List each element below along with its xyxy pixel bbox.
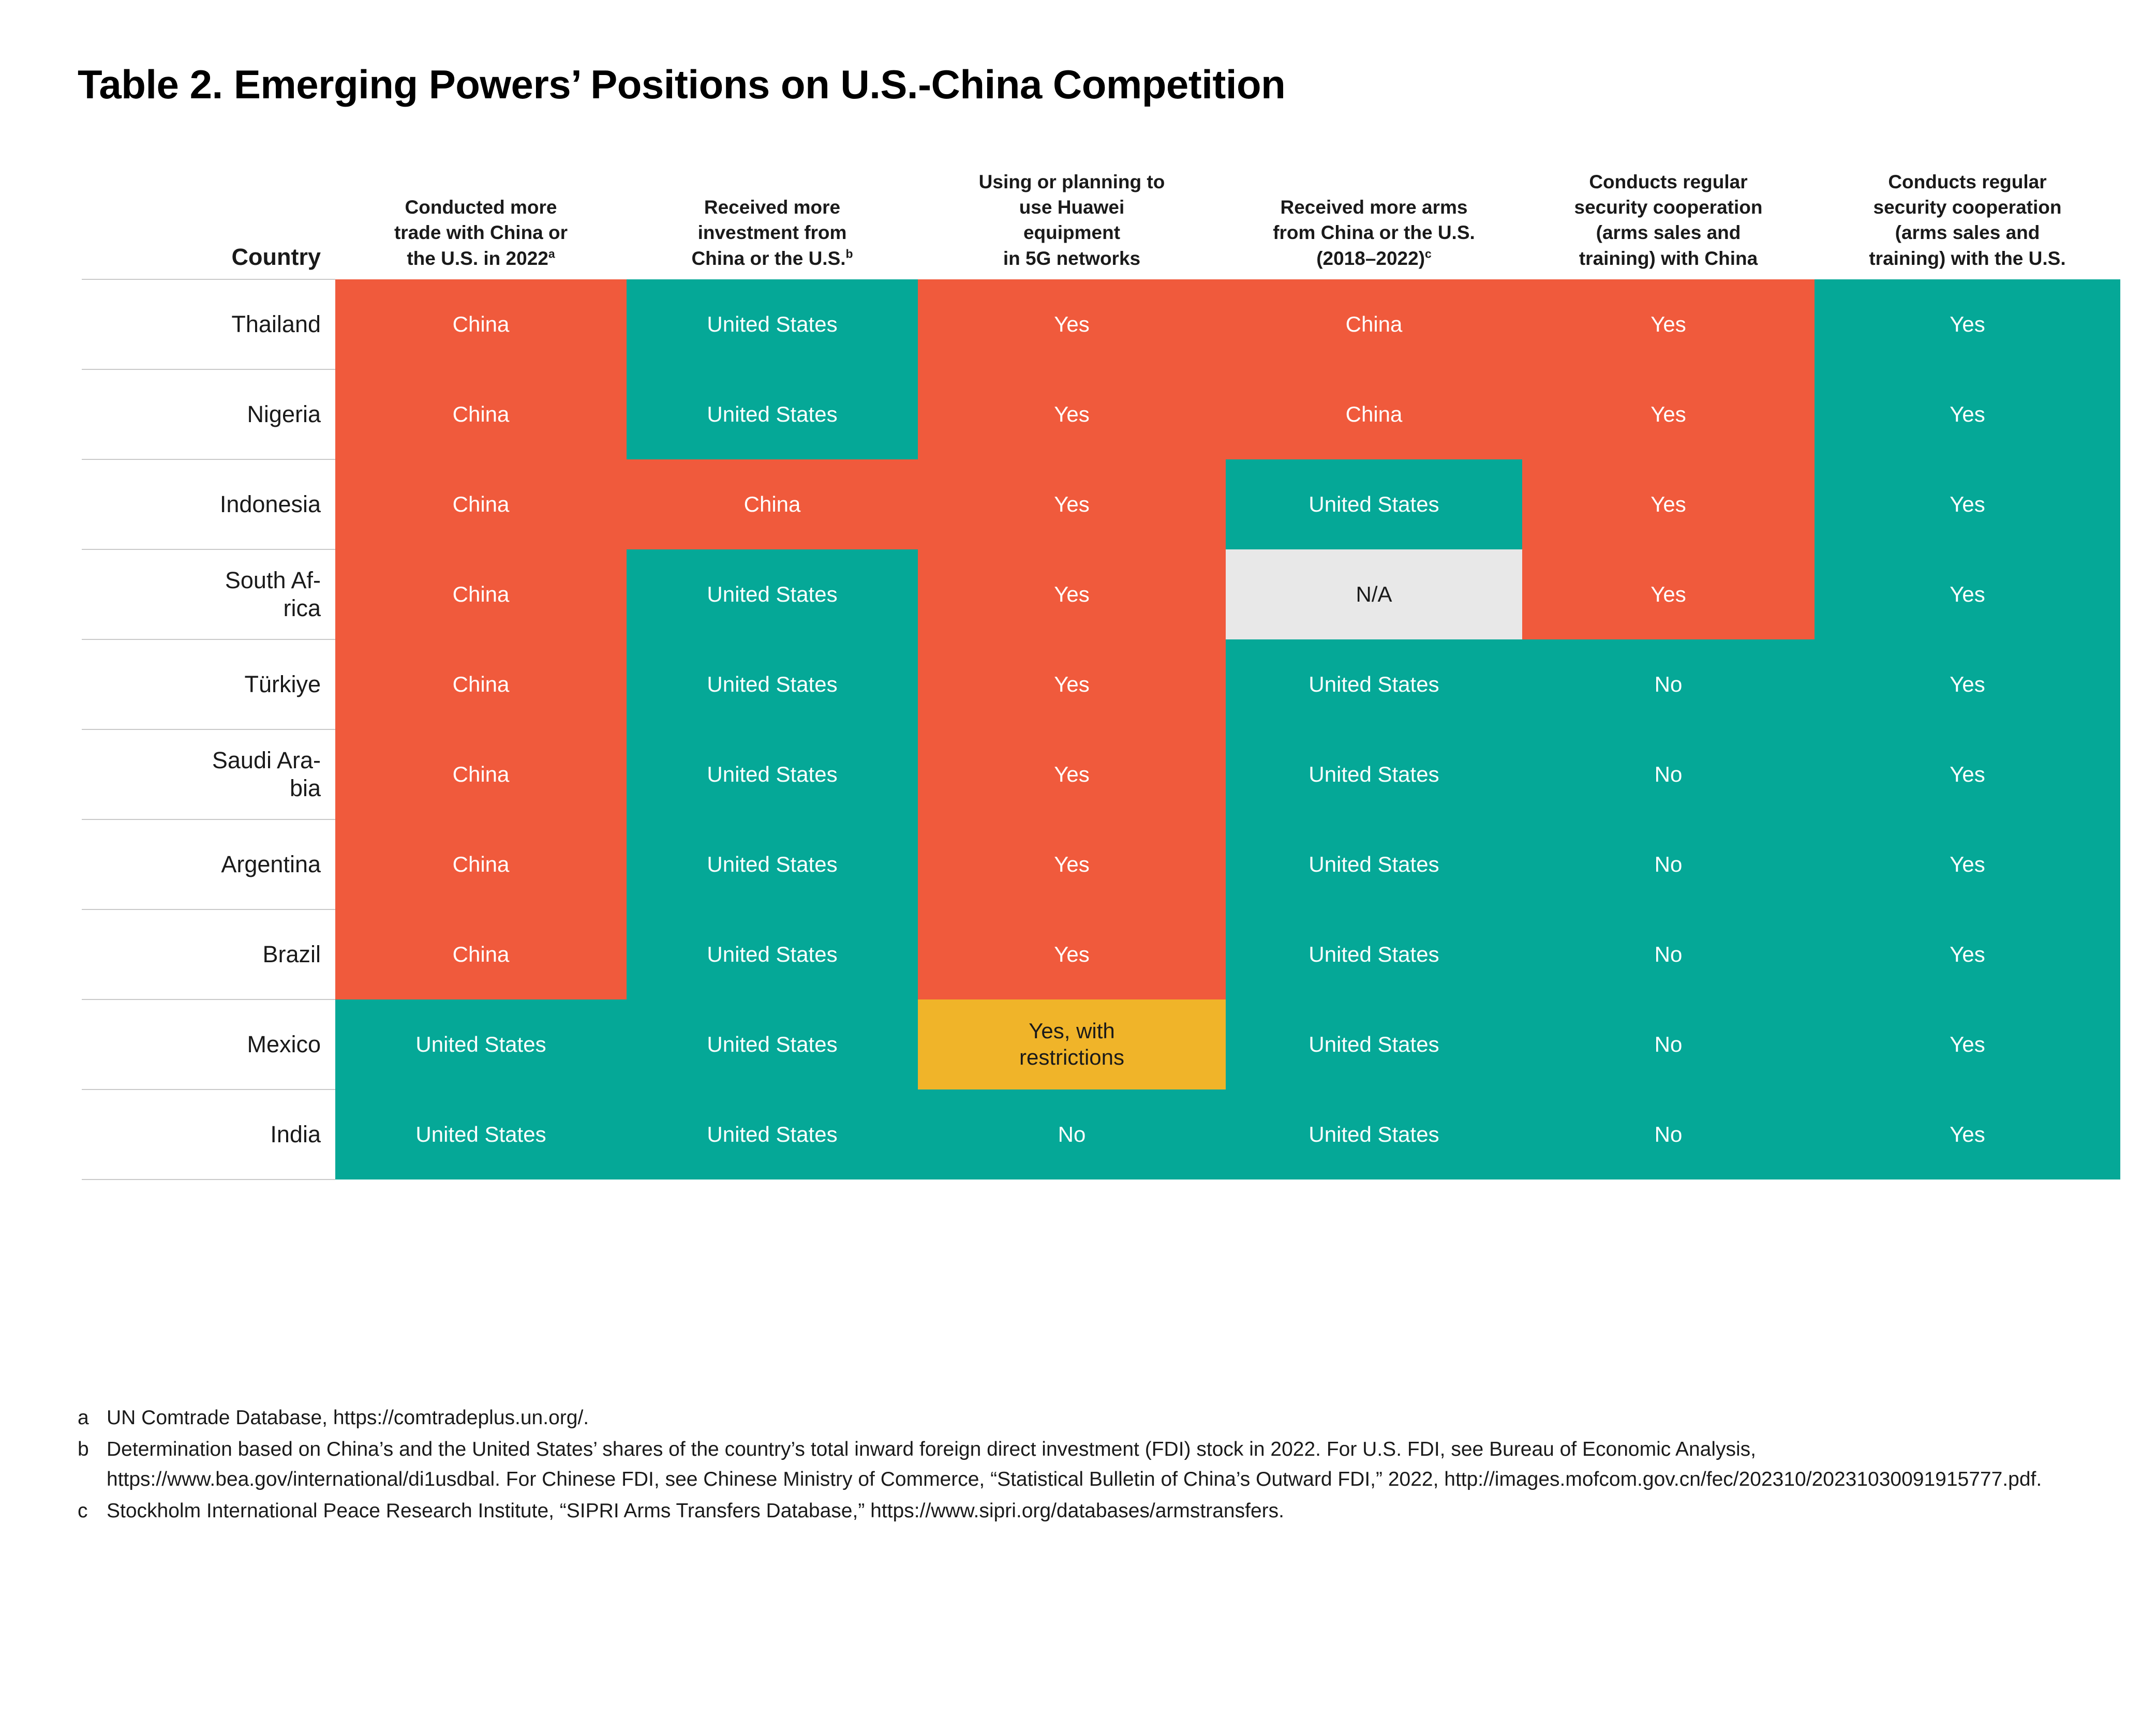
table-cell-arms: United States (1226, 1089, 1522, 1179)
table-cell-huawei: Yes (918, 729, 1226, 819)
column-header-coop-us-line1: Conducts regular (1888, 171, 2047, 192)
table-row (82, 729, 2120, 819)
table-cell-investment: United States (627, 639, 918, 729)
footnote-marker-a: a (548, 247, 555, 261)
column-header-investment-line2: investment from (697, 222, 847, 244)
table-cell-huawei: No (918, 1089, 1226, 1179)
footnotes (78, 1403, 2095, 1527)
table-cell-arms: China (1226, 369, 1522, 459)
table-cell-coop_china: Yes (1522, 279, 1815, 369)
column-header-coop-china-line3: (arms sales and (1596, 222, 1741, 244)
row-country-label: Thailand (82, 279, 335, 369)
column-header-arms-line3: (2018–2022) (1316, 247, 1425, 269)
footnote-marker: c (78, 1499, 88, 1522)
footnote-marker: a (78, 1407, 89, 1429)
column-header-coop-china-line1: Conducts regular (1589, 171, 1748, 192)
table-cell-investment: United States (627, 549, 918, 639)
table-cell-investment: United States (627, 279, 918, 369)
table-cell-investment: United States (627, 1089, 918, 1179)
table-cell-investment: China (627, 459, 918, 549)
table-cell-coop_china: Yes (1522, 369, 1815, 459)
column-header-coop-us (1815, 169, 2120, 279)
table-cell-coop_china: Yes (1522, 459, 1815, 549)
table-cell-arms: N/A (1226, 549, 1522, 639)
table-cell-investment: United States (627, 369, 918, 459)
column-header-huawei-line0: Using or planning to (978, 171, 1165, 192)
page-title: Table 2. Emerging Powers’ Positions on U.S.-China Competition (78, 62, 1286, 107)
table-cell-arms: United States (1226, 729, 1522, 819)
column-header-arms-line1: Received more arms (1280, 197, 1468, 218)
table-cell-investment: United States (627, 999, 918, 1089)
table-cell-huawei: Yes (918, 369, 1226, 459)
table-header (82, 169, 2120, 279)
column-header-investment-line1: Received more (704, 197, 841, 218)
table-cell-coop_us: Yes (1815, 819, 2120, 909)
row-country-label: India (82, 1089, 335, 1179)
table-body (82, 279, 2120, 1179)
row-country-label: South Af- rica (82, 549, 335, 639)
column-header-arms-line2: from China or the U.S. (1273, 222, 1475, 244)
table-row (82, 1089, 2120, 1179)
table-cell-huawei: Yes (918, 819, 1226, 909)
footnote (78, 1435, 2095, 1495)
column-header-coop-us-line4: training) with the U.S. (1869, 247, 2066, 269)
footnote-marker-c: c (1425, 247, 1432, 261)
table-row (82, 549, 2120, 639)
table-cell-trade: China (335, 729, 627, 819)
table-cell-coop_us: Yes (1815, 639, 2120, 729)
table-cell-coop_china: No (1522, 639, 1815, 729)
table-cell-trade: China (335, 279, 627, 369)
footnote-text: Stockholm International Peace Research Institute, “SIPRI Arms Transfers Database,” https://www.sipri.org/databases/armstransfers. (107, 1499, 1284, 1522)
column-header-huawei (918, 169, 1226, 279)
table-cell-trade: United States (335, 999, 627, 1089)
table-cell-coop_china: No (1522, 999, 1815, 1089)
table-cell-arms: United States (1226, 819, 1522, 909)
column-header-huawei-line2: equipment (1023, 222, 1121, 244)
column-header-trade-line3: the U.S. in 2022 (407, 247, 548, 269)
table-cell-huawei: Yes (918, 549, 1226, 639)
column-header-arms (1226, 169, 1522, 279)
table-cell-trade: China (335, 639, 627, 729)
column-header-huawei-line1: use Huawei (1019, 197, 1125, 218)
table-cell-huawei: Yes (918, 909, 1226, 999)
column-header-coop-us-line2: security cooperation (1873, 197, 2062, 218)
footnote-text: Determination based on China’s and the United States’ shares of the country’s total inward foreign direct investment (FDI) stock in 2022. For U.S. FDI, see Bureau of Economic Analysis, https://www.bea.gov/international/di1usdbal. For Chinese FDI, see Chinese Ministry of Commerce, “Statistical Bulletin of China’s Outward FDI,” 2022, http://images.mofcom.gov.cn/fec/202310/20231030091915777.pdf. (107, 1438, 2042, 1490)
column-header-huawei-line3: in 5G networks (1003, 247, 1141, 269)
table-row (82, 369, 2120, 459)
table-cell-coop_us: Yes (1815, 909, 2120, 999)
row-country-label: Mexico (82, 999, 335, 1089)
table-cell-trade: China (335, 459, 627, 549)
table-cell-arms: United States (1226, 999, 1522, 1089)
table-cell-huawei: Yes (918, 459, 1226, 549)
column-header-investment-line3: China or the U.S. (691, 247, 846, 269)
row-country-label: Brazil (82, 909, 335, 999)
table-cell-arms: United States (1226, 909, 1522, 999)
column-header-coop-china (1522, 169, 1815, 279)
row-country-label: Argentina (82, 819, 335, 909)
table-cell-coop_us: Yes (1815, 279, 2120, 369)
footnote-text: UN Comtrade Database, https://comtradeplus.un.org/. (107, 1407, 589, 1429)
table-cell-coop_us: Yes (1815, 369, 2120, 459)
table-cell-coop_us: Yes (1815, 1089, 2120, 1179)
footnote (78, 1403, 2095, 1434)
table-cell-coop_us: Yes (1815, 459, 2120, 549)
table-cell-huawei: Yes (918, 279, 1226, 369)
table-cell-trade: China (335, 549, 627, 639)
row-country-label: Nigeria (82, 369, 335, 459)
table-cell-investment: United States (627, 819, 918, 909)
comparison-table (82, 169, 2120, 1180)
table-cell-coop_china: No (1522, 1089, 1815, 1179)
table-row (82, 459, 2120, 549)
table-cell-coop_china: No (1522, 819, 1815, 909)
table-cell-trade: China (335, 909, 627, 999)
column-header-country-label: Country (231, 243, 321, 270)
table-cell-coop_china: No (1522, 729, 1815, 819)
footnote-marker-b: b (845, 247, 853, 261)
table-cell-trade: United States (335, 1089, 627, 1179)
table-row (82, 819, 2120, 909)
column-header-investment (627, 169, 918, 279)
table-cell-coop_us: Yes (1815, 549, 2120, 639)
table-row (82, 999, 2120, 1089)
table-cell-trade: China (335, 819, 627, 909)
table-cell-coop_us: Yes (1815, 729, 2120, 819)
table-cell-huawei: Yes, with restrictions (918, 999, 1226, 1089)
table-cell-investment: United States (627, 909, 918, 999)
column-header-trade (335, 169, 627, 279)
column-header-trade-line1: Conducted more (405, 197, 557, 218)
footnote (78, 1496, 2095, 1527)
table-cell-investment: United States (627, 729, 918, 819)
row-country-label: Türkiye (82, 639, 335, 729)
table-cell-huawei: Yes (918, 639, 1226, 729)
row-country-label: Saudi Ara- bia (82, 729, 335, 819)
table-cell-arms: China (1226, 279, 1522, 369)
column-header-coop-china-line2: security cooperation (1574, 197, 1763, 218)
table-cell-arms: United States (1226, 639, 1522, 729)
table-row (82, 909, 2120, 999)
table-row (82, 279, 2120, 369)
table-cell-coop_us: Yes (1815, 999, 2120, 1089)
column-header-trade-line2: trade with China or (394, 222, 568, 244)
row-country-label: Indonesia (82, 459, 335, 549)
table-cell-coop_china: No (1522, 909, 1815, 999)
table-cell-trade: China (335, 369, 627, 459)
column-header-country (82, 169, 335, 279)
table-cell-arms: United States (1226, 459, 1522, 549)
footnote-marker: b (78, 1438, 89, 1460)
table-row (82, 639, 2120, 729)
table-cell-coop_china: Yes (1522, 549, 1815, 639)
column-header-coop-us-line3: (arms sales and (1895, 222, 2040, 244)
column-header-coop-china-line4: training) with China (1579, 247, 1758, 269)
